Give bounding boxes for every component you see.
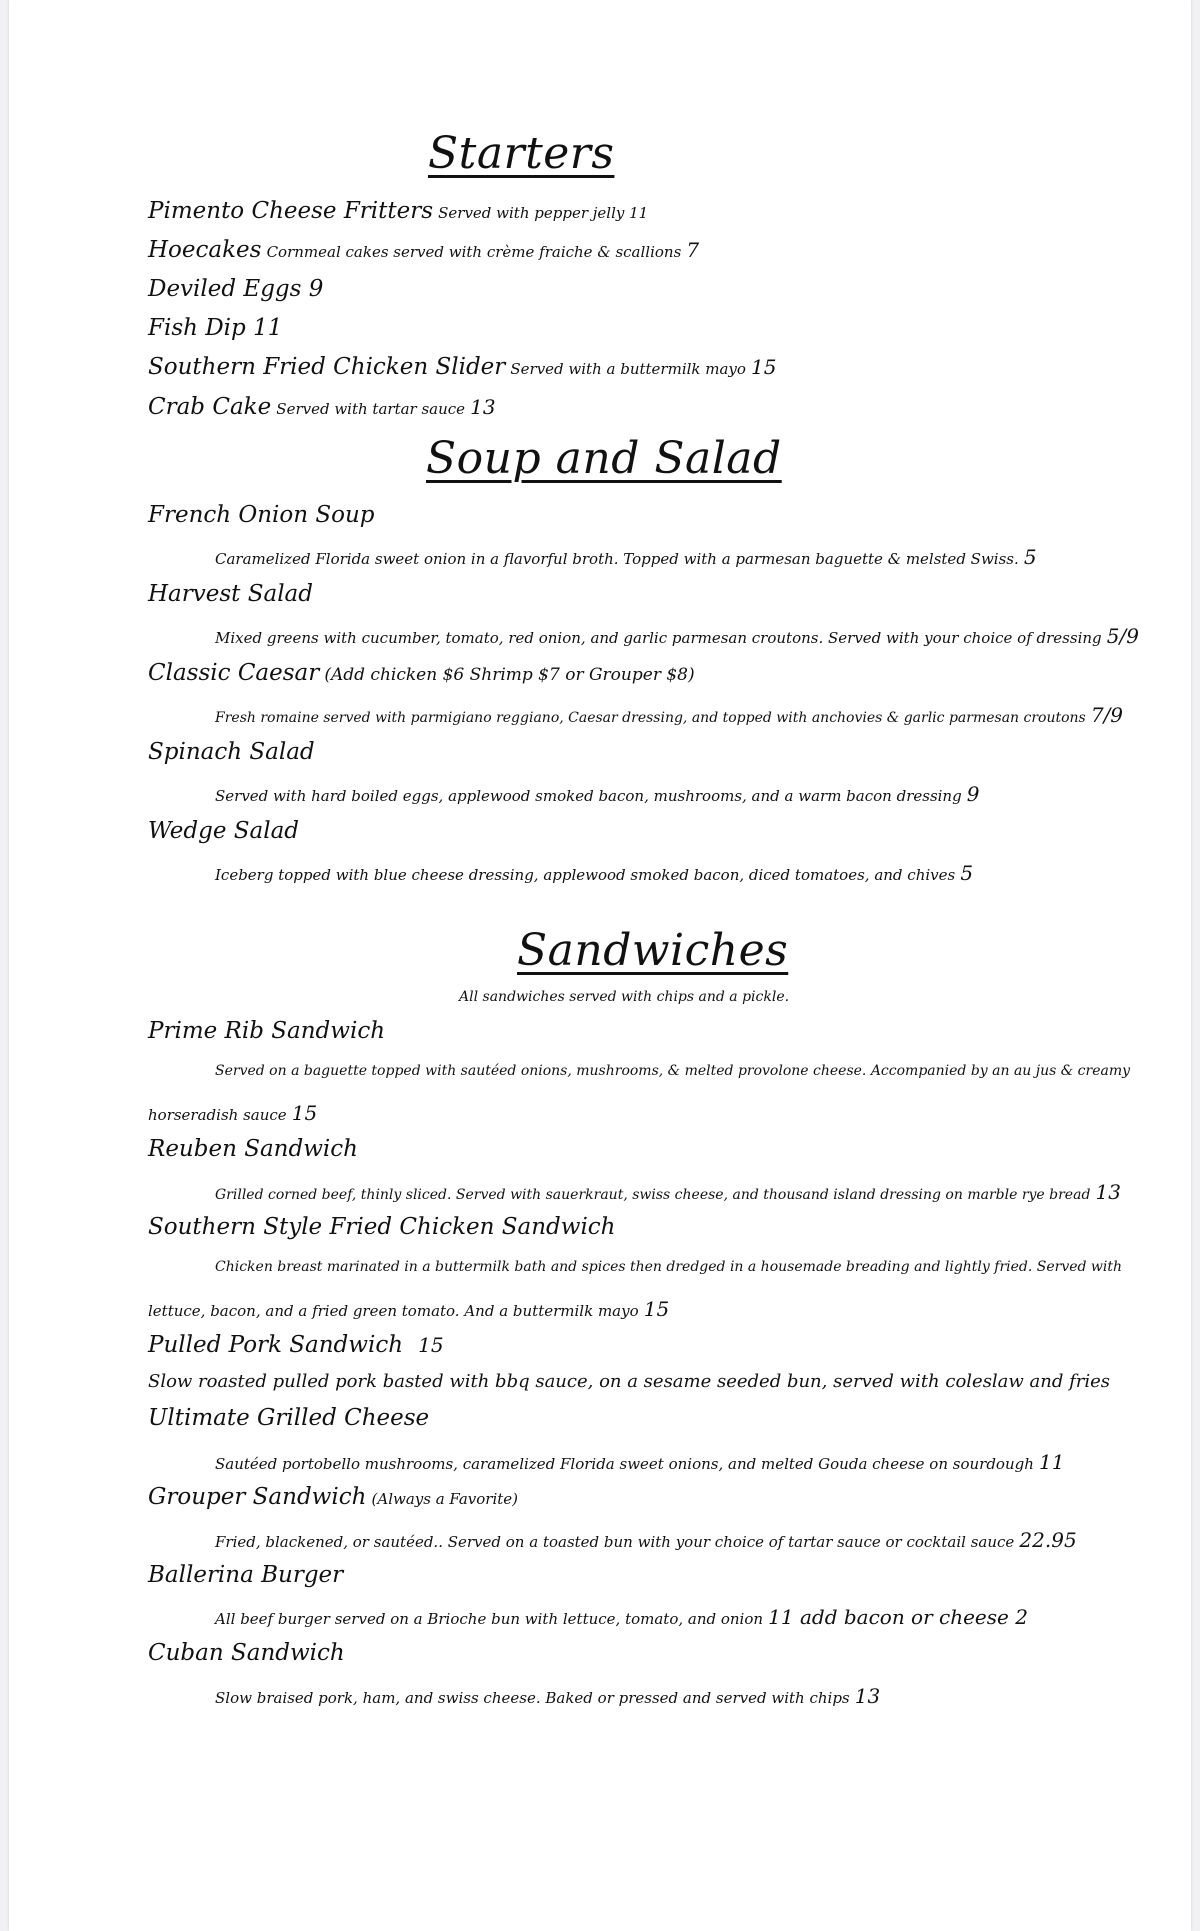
item-description-line [215, 1528, 1077, 1552]
menu-item [148, 1332, 444, 1358]
item-description: horseradish sauce [148, 1106, 287, 1124]
item-description-line [215, 1180, 1121, 1204]
item-name: Harvest Salad [148, 581, 313, 607]
item-description: Fresh romaine served with parmigiano reggiano, Caesar dressing, and topped with anchovies & garlic parmesan croutons [215, 710, 1086, 726]
item-description: Served on a baguette topped with sautéed onions, mushrooms, & melted provolone cheese. Accompanied by an au jus & creamy [215, 1063, 1131, 1079]
sandwiches-note: All sandwiches served with chips and a pickle. [459, 989, 790, 1005]
menu-item [148, 354, 776, 380]
item-name: Hoecakes [148, 237, 262, 263]
item-price: 15 [751, 355, 777, 379]
soup-salad-heading: Soup and Salad [426, 433, 782, 484]
item-name: Reuben Sandwich [148, 1136, 358, 1162]
item-price: 5/9 [1106, 624, 1139, 648]
item-description: All beef burger served on a Brioche bun with lettuce, tomato, and onion [215, 1610, 764, 1628]
item-name: Grouper Sandwich [148, 1484, 367, 1510]
item-description-line [215, 703, 1123, 727]
item-price: 5 [1023, 545, 1037, 569]
item-name: Prime Rib Sandwich [148, 1018, 386, 1044]
menu-item [148, 394, 496, 420]
item-name: Spinach Salad [148, 739, 315, 765]
item-price: 15 [291, 1101, 318, 1125]
item-description: Chicken breast marinated in a buttermilk bath and spices then dredged in a housemade breading and lightly fried. Served with [215, 1259, 1123, 1275]
item-name: Classic Caesar [148, 660, 320, 686]
item-description: Served with tartar sauce [276, 400, 466, 418]
item-extra: (Add chicken $6 Shrimp $7 or Grouper $8) [324, 665, 695, 685]
menu-page [9, 0, 1191, 1931]
starters-heading: Starters [428, 128, 615, 179]
menu-item [148, 198, 648, 224]
item-name: Crab Cake [148, 394, 272, 420]
item-price: 13 [854, 1684, 881, 1708]
menu-content [9, 0, 1191, 1931]
item-name: Cuban Sandwich [148, 1640, 345, 1666]
item-price: 13 [470, 395, 496, 419]
item-price: 7/9 [1090, 703, 1124, 727]
item-description-line [215, 1684, 880, 1708]
item-price: 15 [418, 1333, 444, 1357]
item-name: Pimento Cheese Fritters [148, 198, 434, 224]
item-price: 5 [960, 861, 974, 885]
item-description: Iceberg topped with blue cheese dressing, applewood smoked bacon, diced tomatoes, and chives [215, 866, 956, 884]
item-description-line [215, 782, 980, 806]
item-description: Sautéed portobello mushrooms, caramelized Florida sweet onions, and melted Gouda cheese on sourdough [215, 1455, 1034, 1473]
item-description-line [215, 624, 1139, 648]
item-description-line [215, 861, 973, 885]
item-price: 11 [1038, 1450, 1065, 1474]
item-description: Slow braised pork, ham, and swiss cheese. Baked or pressed and served with chips [215, 1689, 850, 1707]
item-name: Fish Dip 11 [148, 315, 283, 341]
item-description: Caramelized Florida sweet onion in a flavorful broth. Topped with a parmesan baguette & melsted Swiss. [215, 550, 1019, 568]
item-price: 15 [643, 1297, 670, 1321]
item-name: Deviled Eggs 9 [148, 276, 324, 302]
item-description-line [148, 1297, 669, 1321]
item-description: Served with hard boiled eggs, applewood smoked bacon, mushrooms, and a warm bacon dressing [215, 787, 962, 805]
item-description-line [215, 1450, 1064, 1474]
item-price: 22.95 [1019, 1528, 1077, 1552]
item-description-line [215, 545, 1037, 569]
item-price: 13 [1095, 1180, 1121, 1204]
item-description: Fried, blackened, or sautéed.. Served on a toasted bun with your choice of tartar sauce or cocktail sauce [215, 1533, 1015, 1551]
item-name: Ultimate Grilled Cheese [148, 1405, 430, 1431]
item-price: 9 [966, 782, 980, 806]
item-description: Grilled corned beef, thinly sliced. Served with sauerkraut, swiss cheese, and thousand island dressing on marble rye bread [215, 1187, 1091, 1203]
item-description-line [148, 1101, 317, 1125]
item-description: lettuce, bacon, and a fried green tomato. And a buttermilk mayo [148, 1302, 639, 1320]
menu-item [148, 237, 699, 263]
item-name: Southern Fried Chicken Slider [148, 354, 506, 380]
menu-item [148, 660, 695, 686]
item-description: Served with a buttermilk mayo [510, 360, 746, 378]
menu-item [148, 315, 282, 341]
item-description: Slow roasted pulled pork basted with bbq sauce, on a sesame seeded bun, served with coleslaw and fries [148, 1371, 1111, 1392]
item-name: French Onion Soup [148, 502, 375, 528]
item-name: Ballerina Burger [148, 1562, 344, 1588]
item-name: Southern Style Fried Chicken Sandwich [148, 1214, 616, 1240]
item-description: Mixed greens with cucumber, tomato, red onion, and garlic parmesan croutons. Served with your choice of dressing [215, 629, 1102, 647]
item-price: 7 [686, 238, 700, 262]
item-name: Pulled Pork Sandwich [148, 1332, 404, 1358]
item-description: Cornmeal cakes served with crème fraiche & scallions [266, 243, 682, 261]
sandwiches-heading: Sandwiches [517, 925, 789, 976]
item-extra: (Always a Favorite) [371, 1490, 518, 1508]
item-description: Served with pepper jelly 11 [438, 204, 649, 222]
item-description-line [215, 1605, 1028, 1629]
menu-item [148, 276, 323, 302]
item-name: Wedge Salad [148, 818, 300, 844]
item-price: 11 add bacon or cheese 2 [768, 1605, 1028, 1629]
menu-item [148, 1484, 518, 1510]
